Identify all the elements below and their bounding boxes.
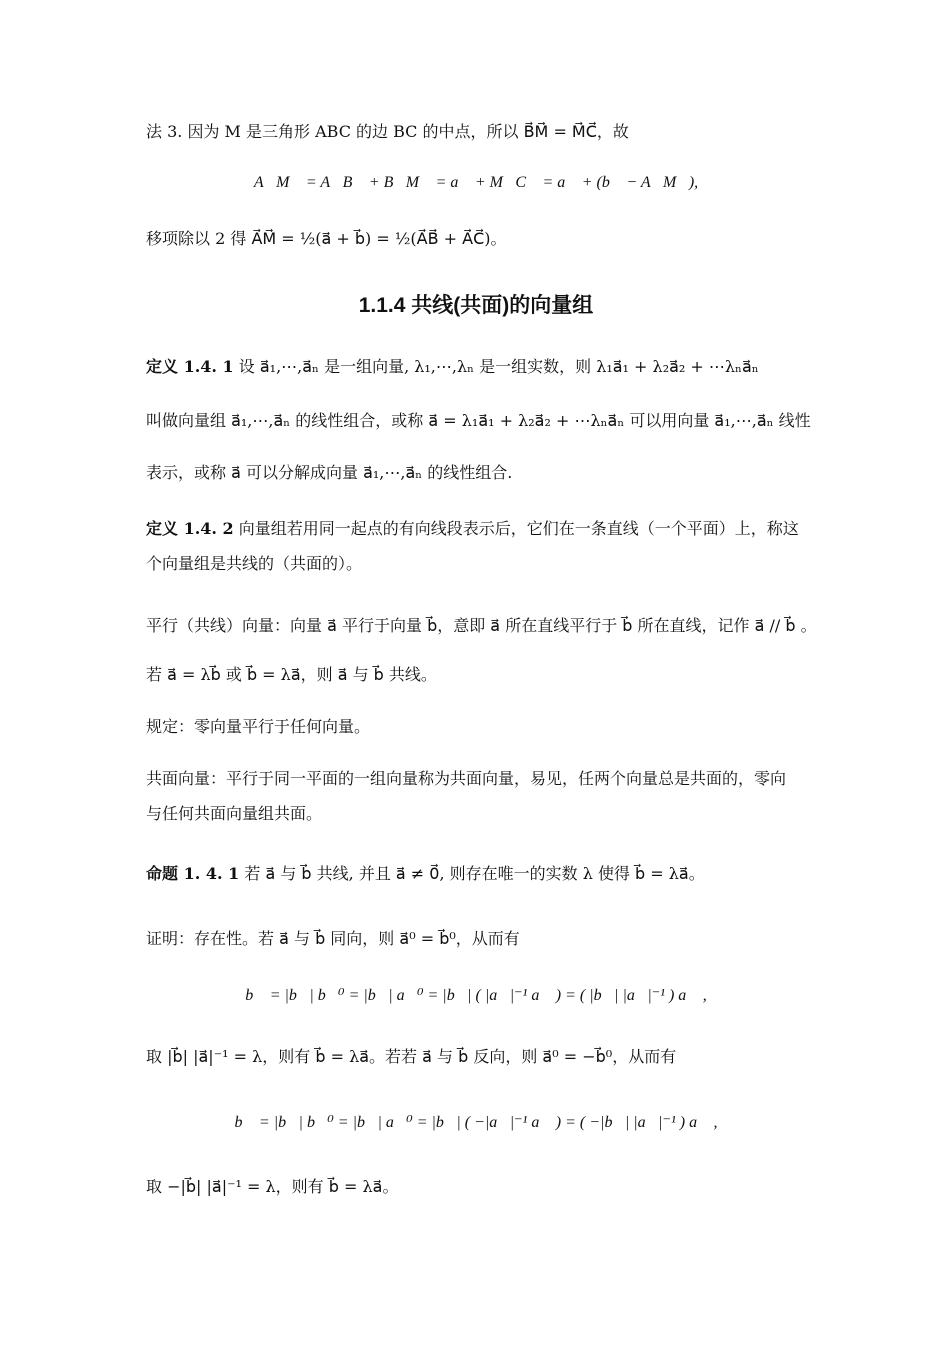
proof-line3: 取 −|b⃗| |a⃗|⁻¹ = λ，则有 b⃗ = λa⃗。 — [146, 1177, 399, 1196]
definition-1-4-2-line1 — [146, 518, 812, 540]
definition-1-4-1-line2: 叫做向量组 a⃗₁,⋯,a⃗ₙ 的线性组合，或称 a⃗ = λ₁a⃗₁ + λ₂a⃗₂ + ⋯λₙa⃗ₙ 可以用向量 a⃗₁,⋯,a⃗ₙ 线性 — [146, 411, 811, 430]
equation-am-expansion: A⃗M⃗ = A⃗B⃗ + B⃗M⃗ = a⃗ + M⃗C⃗ = a⃗ + (b⃗ − A⃗M⃗), — [253, 174, 699, 191]
definition-label: 定义 1.4. 1 — [146, 357, 234, 376]
definition-label: 定义 1.4. 2 — [146, 519, 234, 538]
proposition-1-4-1 — [146, 863, 812, 885]
proposition-text: 若 a⃗ 与 b⃗ 共线, 并且 a⃗ ≠ 0⃗, 则存在唯一的实数 λ 使得 b⃗ = λa⃗。 — [239, 864, 705, 883]
section-heading: 1.1.4 共线(共面)的向量组 — [358, 294, 594, 317]
proof-equation-1: b⃗ = |b⃗| b⃗⁰ = |b⃗| a⃗⁰ = |b⃗| ( |a⃗|⁻¹ a⃗ ) = ( |b⃗| |a⃗|⁻¹ ) a⃗ , — [245, 987, 707, 1004]
method3-conclusion: 移项除以 2 得 A⃗M⃗ = ½(a⃗ + b⃗) = ½(A⃗B⃗ + A⃗C⃗)。 — [146, 229, 507, 248]
definition-text: 设 a⃗₁,⋯,a⃗ₙ 是一组向量, λ₁,⋯,λₙ 是一组实数，则 λ₁a⃗₁ + λ₂a⃗₂ + ⋯λₙa⃗ₙ — [233, 357, 759, 376]
definition-1-4-2-line2: 个向量组是共线的（共面的）。 — [146, 554, 363, 573]
proof-line1: 证明：存在性。若 a⃗ 与 b⃗ 同向，则 a⃗⁰ = b⃗⁰，从而有 — [146, 929, 520, 948]
definition-text: 向量组若用同一起点的有向线段表示后，它们在一条直线（一个平面）上，称这 — [233, 519, 799, 538]
definition-1-4-1-line1 — [146, 356, 812, 378]
method3-intro: 法 3. 因为 M 是三角形 ABC 的边 BC 的中点，所以 B⃗M⃗ = M⃗C⃗，故 — [146, 122, 629, 141]
proposition-label: 命题 1. 4. 1 — [146, 864, 240, 883]
definition-1-4-1-line3: 表示，或称 a⃗ 可以分解成向量 a⃗₁,⋯,a⃗ₙ 的线性组合. — [146, 463, 513, 482]
parallel-vectors-line2: 若 a⃗ = λb⃗ 或 b⃗ = λa⃗，则 a⃗ 与 b⃗ 共线。 — [146, 665, 437, 684]
proof-equation-2: b⃗ = |b⃗| b⃗⁰ = |b⃗| a⃗⁰ = |b⃗| ( −|a⃗|⁻¹ a⃗ ) = ( −|b⃗| |a⃗|⁻¹ ) a⃗ , — [234, 1114, 718, 1131]
proof-line2: 取 |b⃗| |a⃗|⁻¹ = λ，则有 b⃗ = λa⃗。若若 a⃗ 与 b⃗ 反向，则 a⃗⁰ = −b⃗⁰，从而有 — [146, 1047, 677, 1066]
zero-vector-rule: 规定：零向量平行于任何向量。 — [146, 717, 371, 736]
coplanar-vectors-line2: 与任何共面向量组共面。 — [146, 804, 323, 823]
coplanar-vectors-line1: 共面向量：平行于同一平面的一组向量称为共面向量，易见，任两个向量总是共面的，零向 — [146, 769, 787, 788]
parallel-vectors-line1: 平行（共线）向量：向量 a⃗ 平行于向量 b⃗，意即 a⃗ 所在直线平行于 b⃗ 所在直线，记作 a⃗ // b⃗ 。 — [146, 616, 817, 635]
